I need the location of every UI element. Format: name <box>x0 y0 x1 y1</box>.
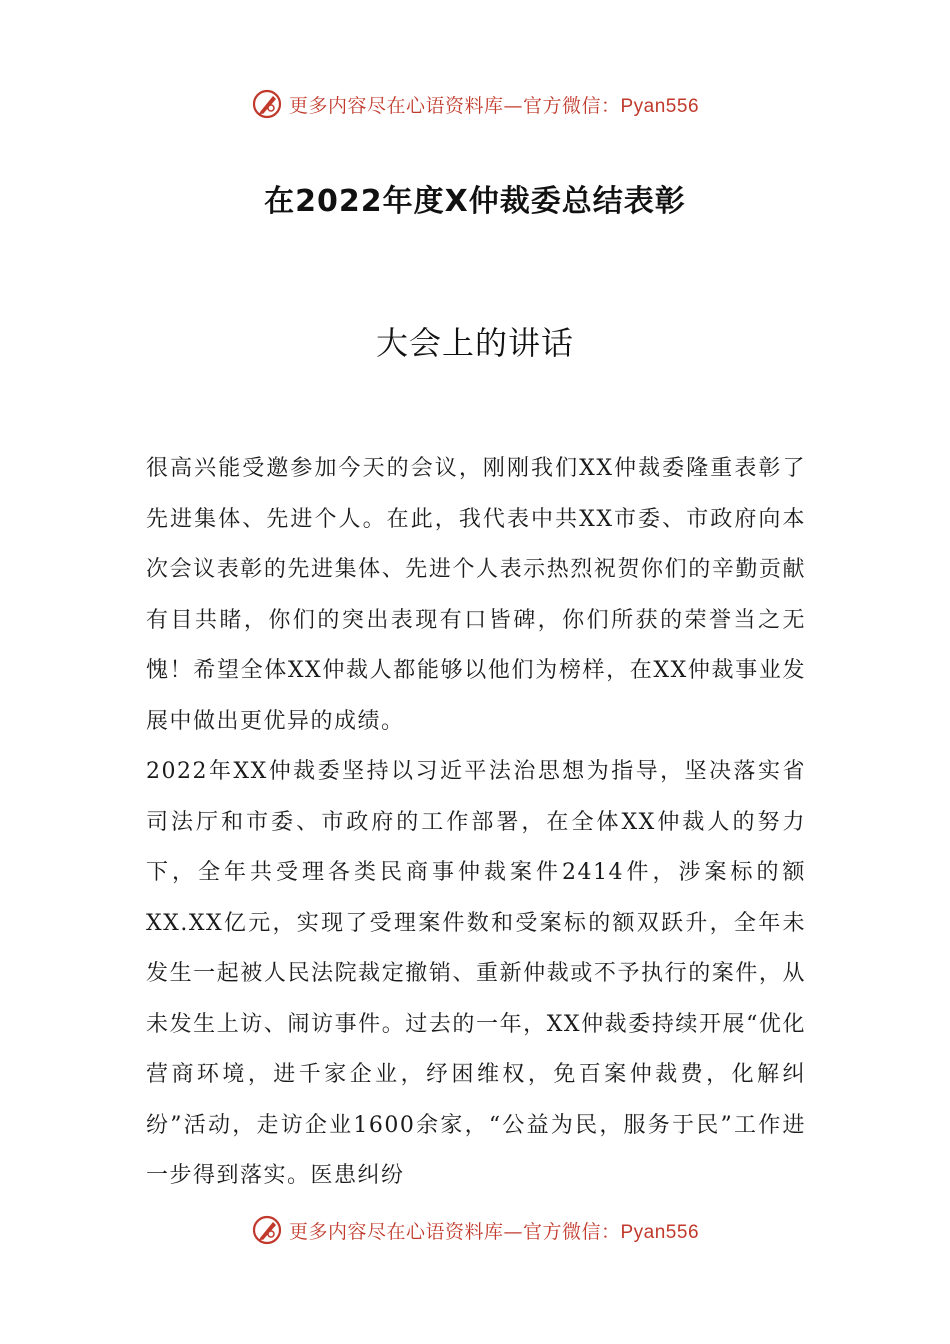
document-body <box>146 444 806 1202</box>
body-paragraph: 很高兴能受邀参加今天的会议，刚刚我们XX仲裁委隆重表彰了先进集体、先进个人。在此，我代表中共XX市委、市政府向本次会议表彰的先进集体、先进个人表示热烈祝贺你们的辛勤贡献有目共睹，你们的突出表现有口皆碑，你们所获的荣誉当之无愧！希望全体XX仲裁人都能够以他们为榜样，在XX仲裁事业发展中做出更优异的成绩。 <box>146 456 806 734</box>
watermark-header <box>0 84 950 124</box>
watermark-handle: Pyan556 <box>620 1221 700 1243</box>
quill-logo-icon <box>251 88 283 120</box>
document-title-line2: 大会上的讲话 <box>375 324 574 362</box>
watermark-footer <box>0 1210 950 1250</box>
watermark-text: 更多内容尽在心语资料库—官方微信：Pyan556 <box>288 1220 700 1243</box>
document-title-line1: 在2022年度X仲裁委总结表彰 <box>264 184 686 219</box>
watermark-text: 更多内容尽在心语资料库—官方微信：Pyan556 <box>288 94 700 117</box>
quill-logo-icon <box>251 1214 283 1246</box>
body-paragraph: 2022年XX仲裁委坚持以习近平法治思想为指导，坚决落实省司法厅和市委、市政府的工作部署，在全体XX仲裁人的努力下，全年共受理各类民商事仲裁案件2414件，涉案标的额XX.XX亿元，实现了受理案件数和受案标的额双跃升，全年未发生一起被人民法院裁定撤销、重新仲裁或不予执行的案件，从未发生上访、闹访事件。过去的一年，XX仲裁委持续开展“优化营商环境，进千家企业，纾困维权，免百案仲裁费，化解纠纷”活动，走访企业1600余家，“公益为民，服务于民”工作进一步得到落实。医患纠纷 <box>146 759 806 1188</box>
watermark-handle: Pyan556 <box>620 95 700 117</box>
